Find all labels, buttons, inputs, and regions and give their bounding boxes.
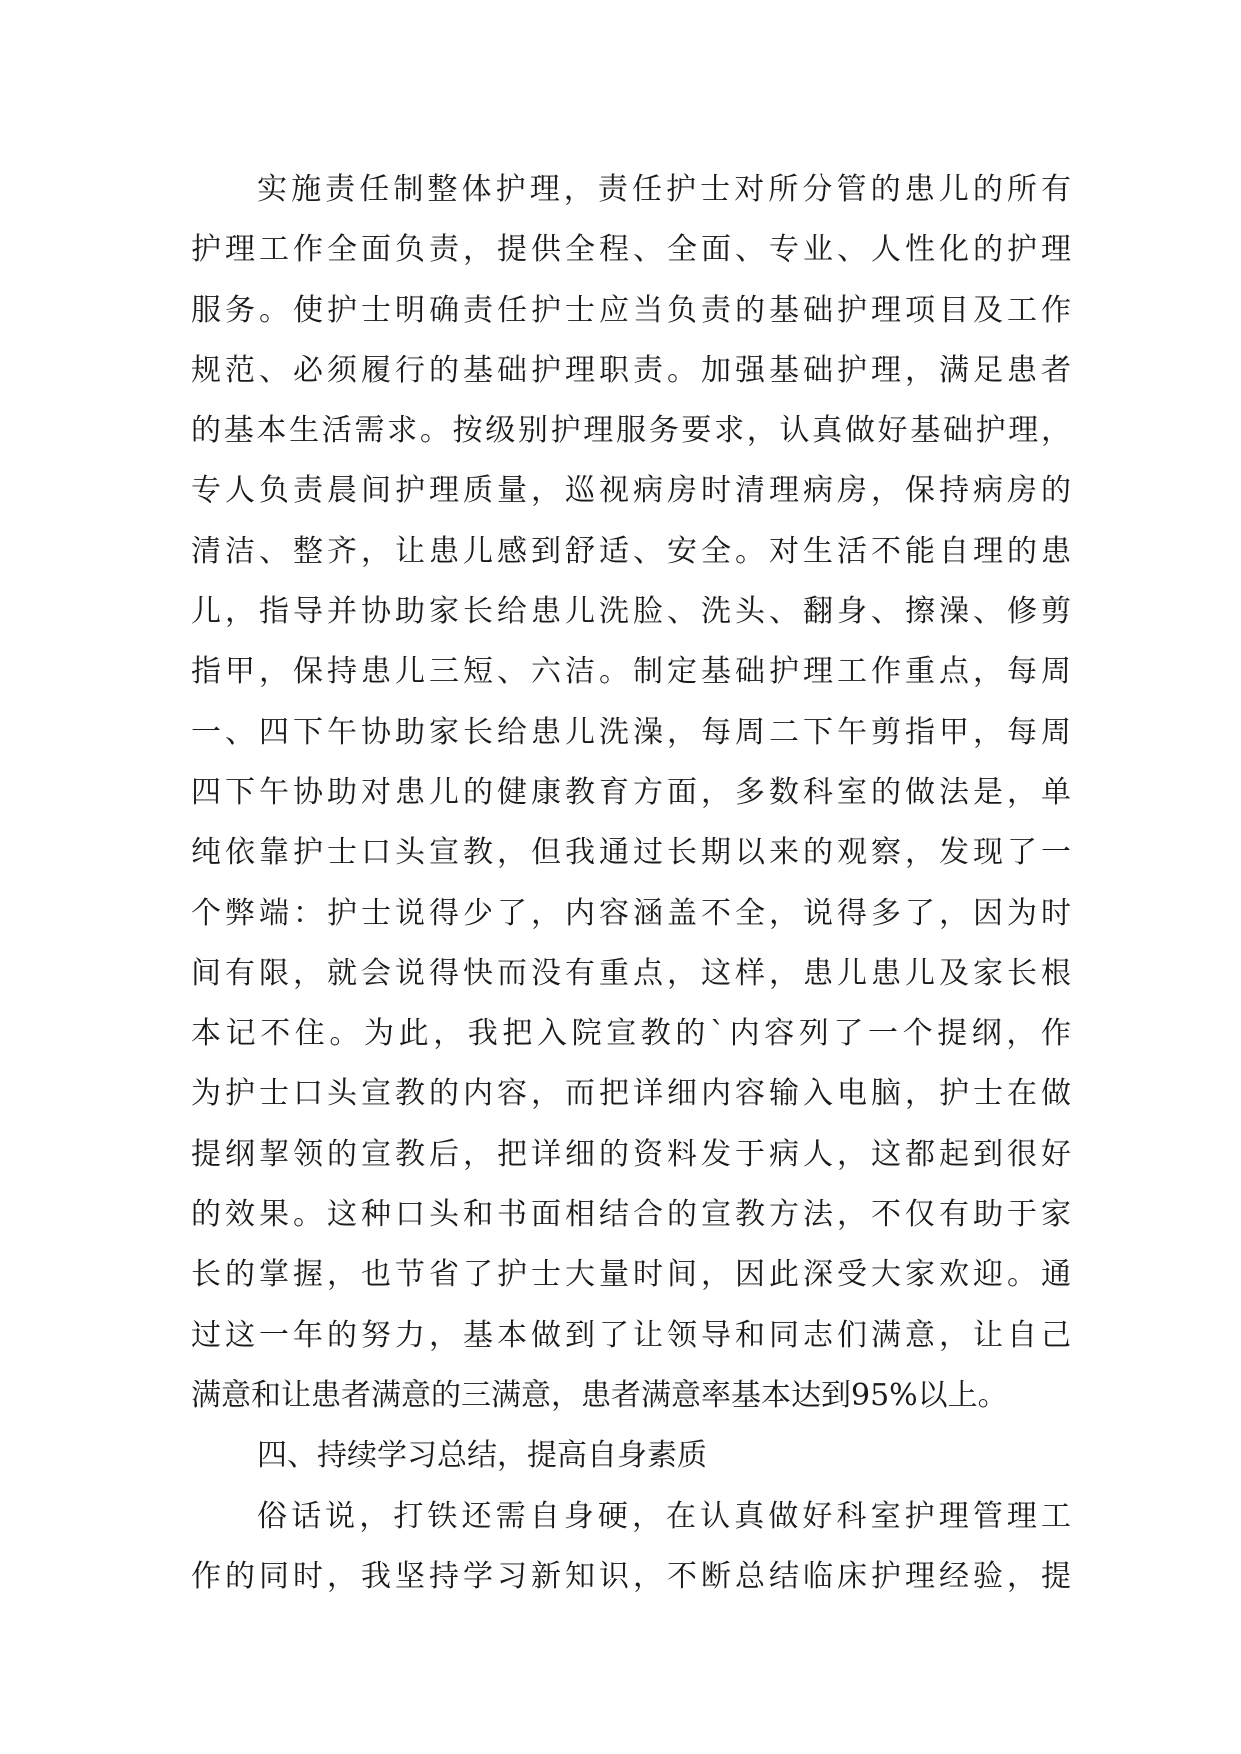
section-heading: 四、持续学习总结，提高自身素质: [257, 1438, 707, 1474]
paragraph-line: 俗话说，打铁还需自身硬，在认真做好科室护理管理工: [257, 1498, 1071, 1534]
paragraph-line: 本记不住。为此，我把入院宣教的`内容列了一个提纲，作: [191, 1016, 1071, 1052]
paragraph-line: 清洁、整齐，让患儿感到舒适、安全。对生活不能自理的患: [191, 533, 1071, 569]
paragraph-line: 为护士口头宣教的内容，而把详细内容输入电脑，护士在做: [191, 1076, 1071, 1112]
paragraph-line: 一、四下午协助家长给患儿洗澡，每周二下午剪指甲，每周: [191, 714, 1071, 750]
paragraph-line: 的效果。这种口头和书面相结合的宣教方法，不仅有助于家: [191, 1197, 1071, 1233]
paragraph-line: 提纲挈领的宣教后，把详细的资料发于病人，这都起到很好: [191, 1136, 1071, 1172]
document-body: [191, 160, 1071, 1607]
paragraph-line: 实施责任制整体护理，责任护士对所分管的患儿的所有: [257, 172, 1071, 207]
paragraph-line: 个弊端：护士说得少了，内容涵盖不全，说得多了，因为时: [191, 895, 1071, 931]
paragraph-line: 间有限，就会说得快而没有重点，这样，患儿患儿及家长根: [191, 955, 1071, 991]
paragraph-line: 四下午协助对患儿的健康教育方面，多数科室的做法是，单: [191, 774, 1071, 810]
paragraph-line: 护理工作全面负责，提供全程、全面、专业、人性化的护理: [191, 232, 1071, 268]
paragraph-line: 儿，指导并协助家长给患儿洗脸、洗头、翻身、擦澡、修剪: [191, 594, 1071, 630]
paragraph-line: 纯依靠护士口头宣教，但我通过长期以来的观察，发现了一: [191, 835, 1071, 871]
paragraph-line: 满意和让患者满意的三满意，患者满意率基本达到95%以上。: [191, 1377, 1008, 1413]
paragraph-responsibility-nursing: [191, 160, 1071, 1426]
paragraph-line: 过这一年的努力，基本做到了让领导和同志们满意，让自己: [191, 1317, 1071, 1353]
paragraph-line: 长的掌握，也节省了护士大量时间，因此深受大家欢迎。通: [191, 1257, 1071, 1293]
paragraph-line: 专人负责晨间护理质量，巡视病房时清理病房，保持病房的: [191, 473, 1071, 509]
paragraph-line: 服务。使护士明确责任护士应当负责的基础护理项目及工作: [191, 292, 1071, 328]
paragraph-line: 的基本生活需求。按级别护理服务要求，认真做好基础护理，: [191, 413, 1071, 449]
paragraph-line: 作的同时，我坚持学习新知识，不断总结临床护理经验，提: [191, 1558, 1071, 1594]
paragraph-line: 规范、必须履行的基础护理职责。加强基础护理，满足患者: [191, 352, 1071, 388]
paragraph-continuous-learning: [191, 1487, 1071, 1608]
paragraph-line: 指甲，保持患儿三短、六洁。制定基础护理工作重点，每周: [191, 654, 1071, 690]
